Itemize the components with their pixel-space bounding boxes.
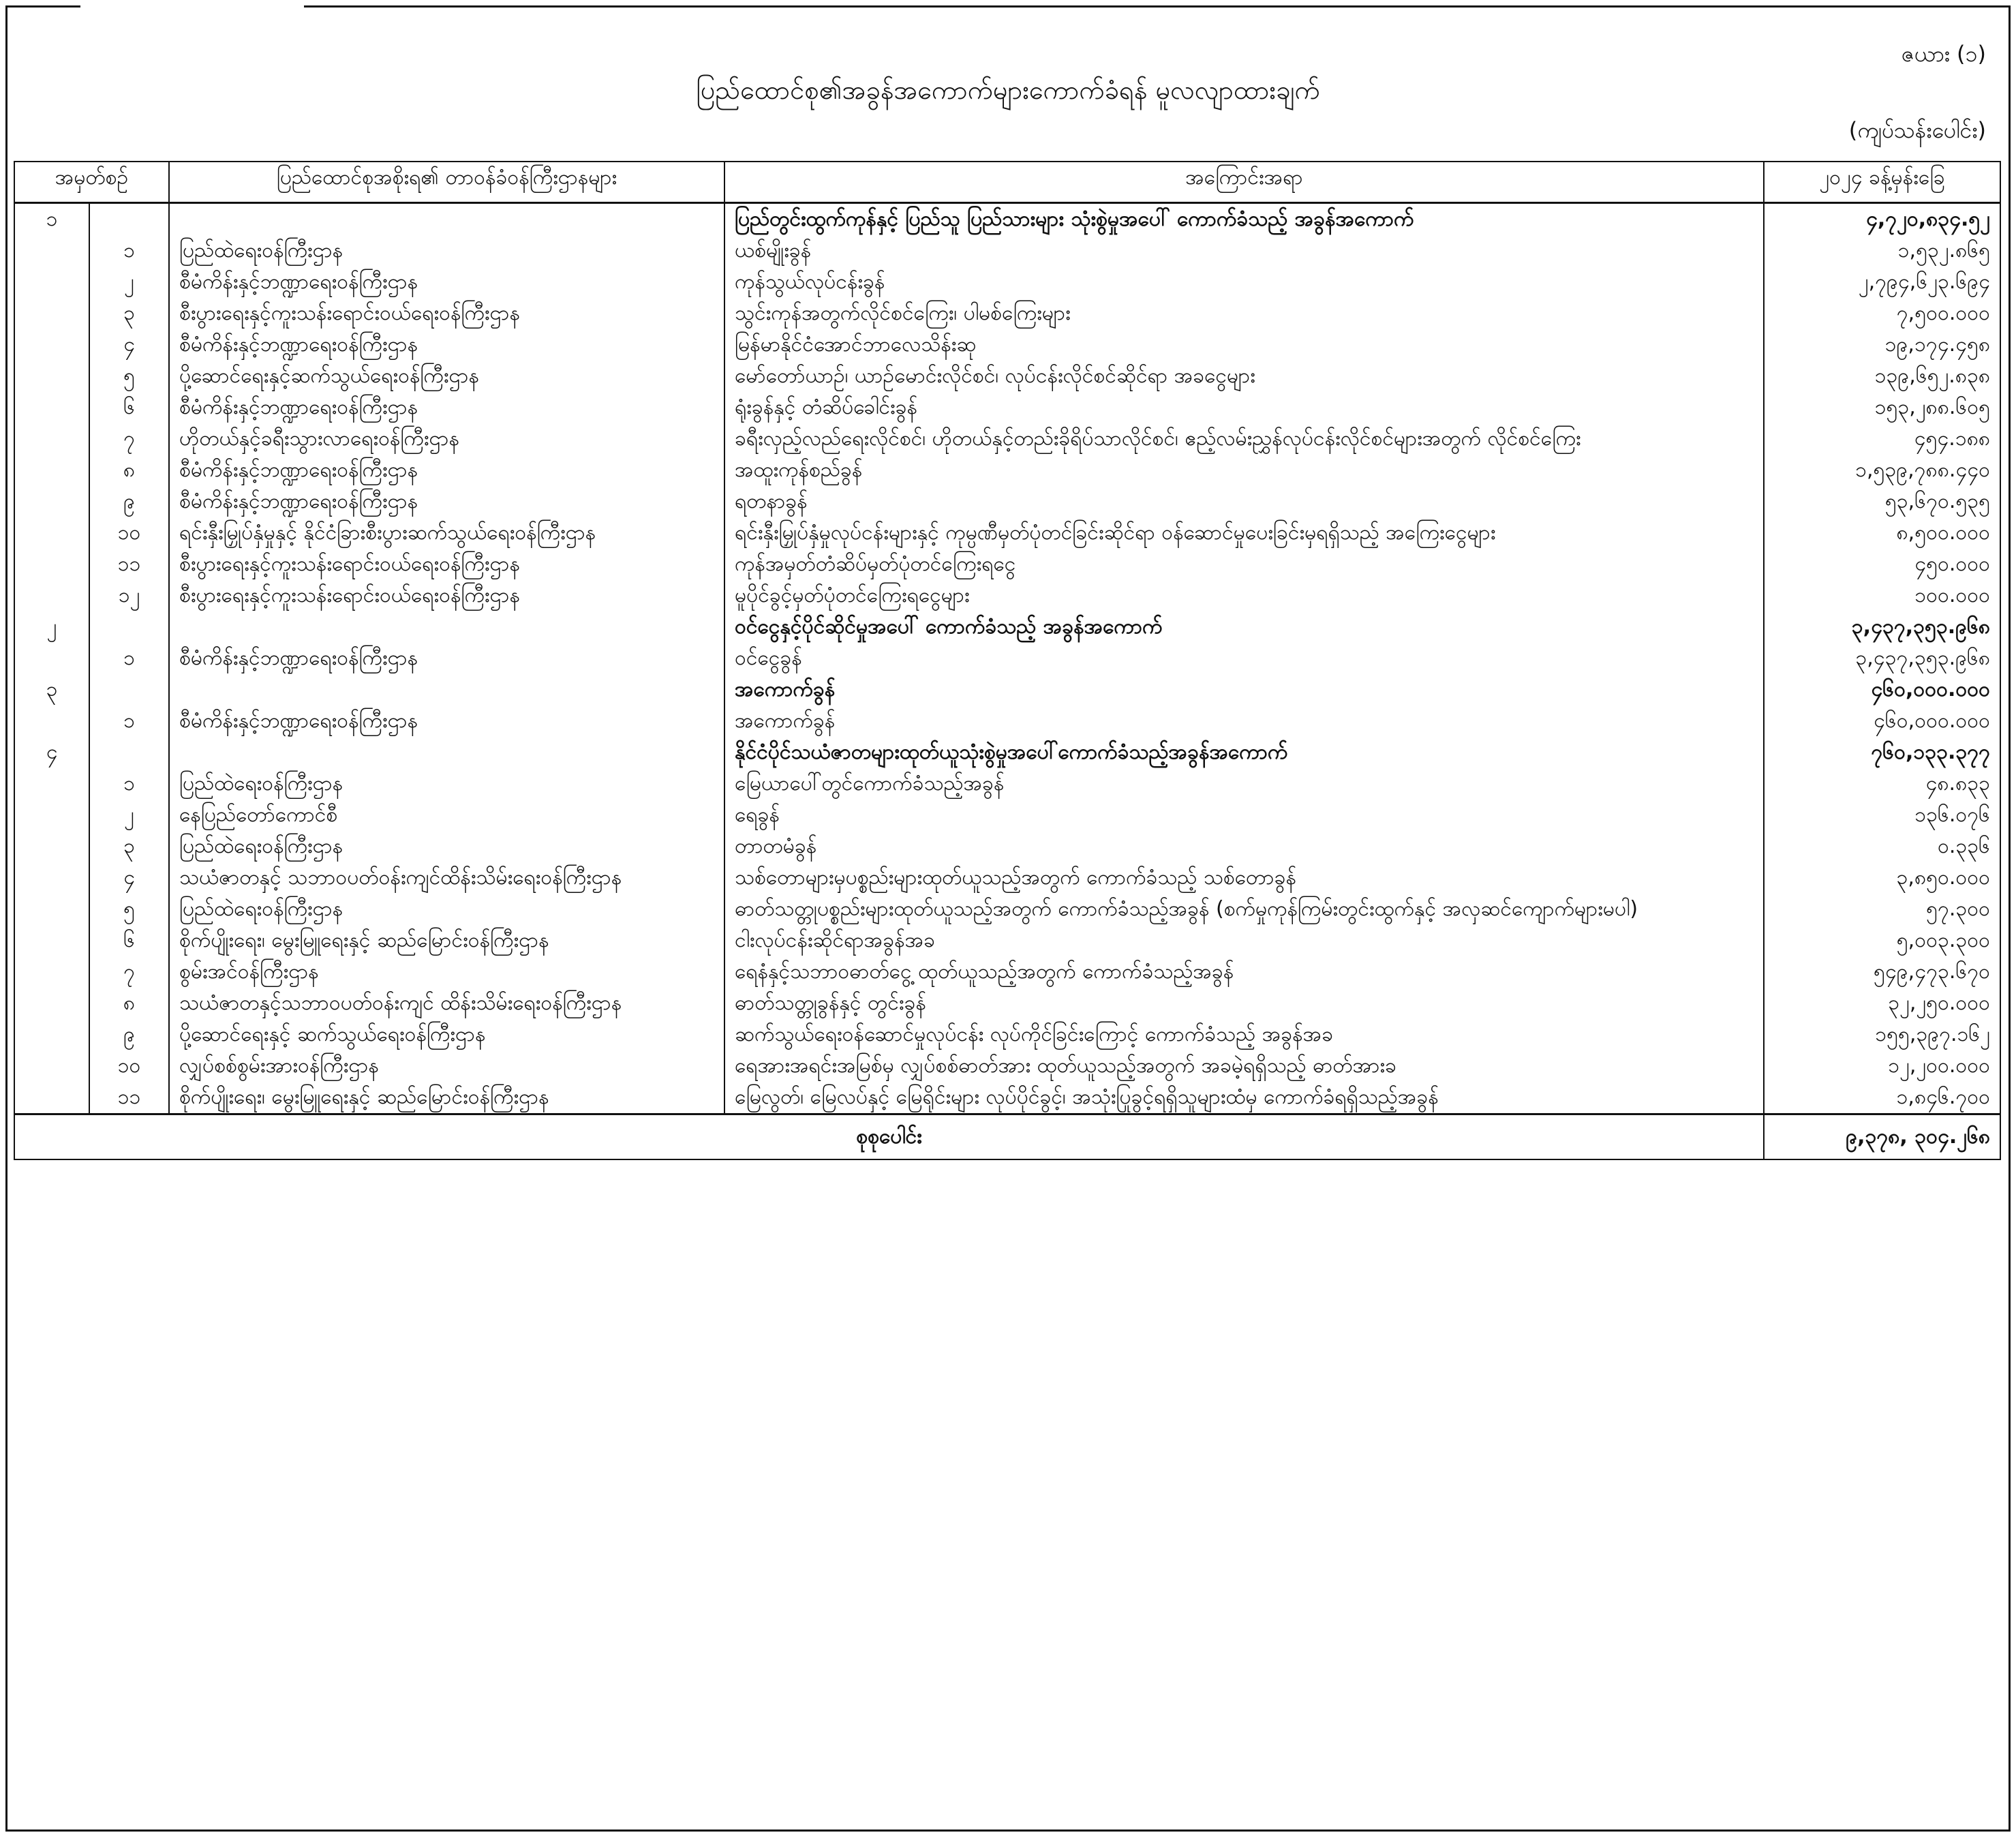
section-row: [14, 611, 2000, 643]
cell-description: ရင်းနှီးမြှုပ်နှံမှုလုပ်ငန်းများနှင့် ကုမ္ပဏီမှတ်ပုံတင်ခြင်းဆိုင်ရာ ဝန်ဆောင်မှုပေးခြင်းမှရရှိသည့် အကြေးငွေများ: [724, 517, 1764, 549]
cell-serial: [14, 800, 89, 831]
header-ministry: ပြည်ထောင်စုအစိုးရ၏ တာဝန်ခံဝန်ကြီးဌာနများ: [169, 162, 724, 203]
unit-note: (ကျပ်သန်းပေါင်း): [1848, 117, 1986, 143]
cell-amount: ၇,၅၀၀.၀၀၀: [1764, 298, 2000, 329]
cell-description: အထူးကုန်စည်ခွန်: [724, 455, 1764, 486]
cell-description: ခရီးလှည့်လည်ရေးလိုင်စင်၊ ဟိုတယ်နှင့်တည်းခိုရိပ်သာလိုင်စင်၊ ဧည့်လမ်းညွှန်လုပ်ငန်းလိုင်စင်များအတွက် လိုင်စင်ကြေး: [724, 423, 1764, 455]
cell-description: ဓာတ်သတ္တုခွန်နှင့် တွင်းခွန်: [724, 988, 1764, 1019]
cell-ministry: ပြည်ထဲရေးဝန်ကြီးဌာန: [169, 235, 724, 267]
cell-amount: ၁၀၀.၀၀၀: [1764, 580, 2000, 611]
total-amount: ၉,၃၇၈, ၃၀၄.၂၆၈: [1764, 1114, 2000, 1160]
cell-ministry: စီမံကိန်းနှင့်ဘဏ္ဍာရေးဝန်ကြီးဌာန: [169, 455, 724, 486]
table-row: [14, 862, 2000, 894]
cell-amount: ၃၂,၂၅၀.၀၀၀: [1764, 988, 2000, 1019]
cell-serial: [14, 705, 89, 737]
cell-sub-serial: ၇: [89, 956, 169, 988]
cell-description: ရေခွန်: [724, 800, 1764, 831]
cell-description: မူပိုင်ခွင့်မှတ်ပုံတင်ကြေးရငွေများ: [724, 580, 1764, 611]
cell-ministry: လျှပ်စစ်စွမ်းအားဝန်ကြီးဌာန: [169, 1050, 724, 1082]
cell-serial: [14, 925, 89, 956]
cell-ministry: ပြည်ထဲရေးဝန်ကြီးဌာန: [169, 894, 724, 925]
cell-description: ရေနံနှင့်သဘာဝဓာတ်ငွေ့ ထုတ်ယူသည့်အတွက် ကောက်ခံသည့်အခွန်: [724, 956, 1764, 988]
cell-description: ရတနာခွန်: [724, 486, 1764, 517]
table-row: [14, 235, 2000, 267]
cell-ministry: သယံဇာတနှင့်သဘာဝပတ်ဝန်းကျင် ထိန်းသိမ်းရေးဝန်ကြီးဌာန: [169, 988, 724, 1019]
cell-amount: ၁,၈၄၆.၇၀၀: [1764, 1082, 2000, 1114]
cell-amount: ၁၅၃,၂၈၈.၆၀၅: [1764, 392, 2000, 423]
cell-ministry: စီမံကိန်းနှင့်ဘဏ္ဍာရေးဝန်ကြီးဌာန: [169, 643, 724, 674]
cell-serial: ၁: [14, 203, 89, 236]
cell-serial: [14, 831, 89, 862]
cell-sub-serial: ၇: [89, 423, 169, 455]
header-amount: ၂၀၂၄ ခန့်မှန်းခြေ: [1764, 162, 2000, 203]
cell-amount: ၅၇.၃၀၀: [1764, 894, 2000, 925]
table-row: [14, 298, 2000, 329]
cell-sub-serial: ၄: [89, 329, 169, 361]
cell-ministry: သယံဇာတနှင့် သဘာဝပတ်ဝန်းကျင်ထိန်းသိမ်းရေးဝန်ကြီးဌာန: [169, 862, 724, 894]
cell-ministry: ပို့ဆောင်ရေးနှင့်ဆက်သွယ်ရေးဝန်ကြီးဌာန: [169, 361, 724, 392]
cell-ministry: ပို့ဆောင်ရေးနှင့် ဆက်သွယ်ရေးဝန်ကြီးဌာန: [169, 1019, 724, 1050]
header-description: အကြောင်းအရာ: [724, 162, 1764, 203]
table-row: [14, 956, 2000, 988]
cell-amount: ၃,၈၅၀.၀၀၀: [1764, 862, 2000, 894]
cell-sub-serial: ၁၁: [89, 1082, 169, 1114]
cell-amount: ၀.၃၃၆: [1764, 831, 2000, 862]
cell-description: ရေအားအရင်းအမြစ်မှ လျှပ်စစ်ဓာတ်အား ထုတ်ယူသည့်အတွက် အခမဲ့ရရှိသည့် ဓာတ်အားခ: [724, 1050, 1764, 1082]
cell-description: သစ်တောများမှပစ္စည်းများထုတ်ယူသည့်အတွက် ကောက်ခံသည့် သစ်တောခွန်: [724, 862, 1764, 894]
cell-serial: [14, 643, 89, 674]
cell-sub-serial: ၉: [89, 1019, 169, 1050]
cell-serial: [14, 423, 89, 455]
cell-serial: [14, 455, 89, 486]
cell-amount: ၁,၅၃၉,၇၈၈.၄၄၀: [1764, 455, 2000, 486]
cell-sub-serial: ၁: [89, 235, 169, 267]
cell-serial: [14, 768, 89, 800]
cell-serial: [14, 267, 89, 298]
total-label: စုစုပေါင်း: [14, 1114, 1764, 1160]
table-row: [14, 768, 2000, 800]
table-row: [14, 643, 2000, 674]
table-row: [14, 423, 2000, 455]
table-row: [14, 392, 2000, 423]
cell-amount: ၁၉,၁၇၄.၄၅၈: [1764, 329, 2000, 361]
cell-amount: ၄,၇၂၀,၈၃၄.၅၂: [1764, 203, 2000, 236]
cell-sub-serial: ၅: [89, 361, 169, 392]
cell-sub-serial: ၁: [89, 643, 169, 674]
table-row: [14, 1050, 2000, 1082]
cell-serial: [14, 1082, 89, 1114]
header-serial: အမှတ်စဉ်: [14, 162, 169, 203]
cell-description: မြန်မာနိုင်ငံအောင်ဘာလေသိန်းဆု: [724, 329, 1764, 361]
table-row: [14, 800, 2000, 831]
cell-description: မြေလွတ်၊ မြေလပ်နှင့် မြေရိုင်းများ လုပ်ပိုင်ခွင့်၊ အသုံးပြုခွင့်ရရှိသူများထံမှ ကောက်ခံရရှိသည့်အခွန်: [724, 1082, 1764, 1114]
table-row: [14, 1082, 2000, 1114]
cell-sub-serial: ၂: [89, 267, 169, 298]
table-row: [14, 988, 2000, 1019]
cell-sub-serial: ၂: [89, 800, 169, 831]
cell-sub-serial: [89, 203, 169, 236]
cell-serial: [14, 894, 89, 925]
cell-sub-serial: ၁၀: [89, 517, 169, 549]
cell-serial: [14, 580, 89, 611]
cell-ministry: စီမံကိန်းနှင့်ဘဏ္ဍာရေးဝန်ကြီးဌာန: [169, 392, 724, 423]
cell-description: ဆက်သွယ်ရေးဝန်ဆောင်မှုလုပ်ငန်း လုပ်ကိုင်ခြင်းကြောင့် ကောက်ခံသည့် အခွန်အခ: [724, 1019, 1764, 1050]
cell-amount: ၄၈.၈၃၃: [1764, 768, 2000, 800]
cell-ministry: စီမံကိန်းနှင့်ဘဏ္ဍာရေးဝန်ကြီးဌာန: [169, 705, 724, 737]
section-row: [14, 737, 2000, 768]
table-row: [14, 894, 2000, 925]
table-row: [14, 705, 2000, 737]
cell-description: ရုံးခွန်နှင့် တံဆိပ်ခေါင်းခွန်: [724, 392, 1764, 423]
cell-sub-serial: ၁၂: [89, 580, 169, 611]
cell-amount: ၄၅၀.၀၀၀: [1764, 549, 2000, 580]
cell-ministry: [169, 611, 724, 643]
cell-ministry: ပြည်ထဲရေးဝန်ကြီးဌာန: [169, 768, 724, 800]
cell-amount: ၄၆၀,၀၀၀.၀၀၀: [1764, 705, 2000, 737]
cell-ministry: ပြည်ထဲရေးဝန်ကြီးဌာန: [169, 831, 724, 862]
cell-amount: ၁၃၆.၀၇၆: [1764, 800, 2000, 831]
page-title: ပြည်ထောင်စု၏အခွန်အကောက်များကောက်ခံရန် မူလလျာထားချက်: [696, 75, 1320, 105]
total-row: [14, 1114, 2000, 1160]
cell-amount: ၃,၄၃၇,၃၅၃.၉၆၈: [1764, 643, 2000, 674]
cell-description: ဓာတ်သတ္တုပစ္စည်းများထုတ်ယူသည့်အတွက် ကောက်ခံသည့်အခွန် (စက်မှုကုန်ကြမ်းတွင်းထွက်နှင့် အလှဆင်ကျောက်များမပါ): [724, 894, 1764, 925]
annex-label: ဇယား (၁): [1901, 41, 1986, 67]
table-row: [14, 329, 2000, 361]
cell-amount: ၃,၄၃၇,၃၅၃.၉၆၈: [1764, 611, 2000, 643]
cell-ministry: စီးပွားရေးနှင့်ကူးသန်းရောင်းဝယ်ရေးဝန်ကြီးဌာန: [169, 580, 724, 611]
table-row: [14, 549, 2000, 580]
cell-description: သွင်းကုန်အတွက်လိုင်စင်ကြေး၊ ပါမစ်ကြေးများ: [724, 298, 1764, 329]
cell-ministry: စိုက်ပျိုးရေး၊ မွေးမြူရေးနှင့် ဆည်မြောင်းဝန်ကြီးဌာန: [169, 1082, 724, 1114]
cell-amount: ၄၅၄.၁၈၈: [1764, 423, 2000, 455]
table-header-row: [14, 162, 2000, 203]
cell-ministry: ရင်းနှီးမြှုပ်နှံမှုနှင့် နိုင်ငံခြားစီးပွားဆက်သွယ်ရေးဝန်ကြီးဌာန: [169, 517, 724, 549]
cell-amount: ၇၆၀,၁၃၃.၃၇၇: [1764, 737, 2000, 768]
cell-ministry: စီမံကိန်းနှင့်ဘဏ္ဍာရေးဝန်ကြီးဌာန: [169, 267, 724, 298]
cell-serial: [14, 988, 89, 1019]
cell-serial: [14, 361, 89, 392]
cell-amount: ၅၄၉,၄၇၃.၆၇၀: [1764, 956, 2000, 988]
cell-description: အကောက်ခွန်: [724, 674, 1764, 705]
cell-serial: [14, 486, 89, 517]
section-row: [14, 674, 2000, 705]
cell-sub-serial: ၁၀: [89, 1050, 169, 1082]
cell-serial: ၃: [14, 674, 89, 705]
cell-ministry: စီးပွားရေးနှင့်ကူးသန်းရောင်းဝယ်ရေးဝန်ကြီးဌာန: [169, 298, 724, 329]
table-row: [14, 1019, 2000, 1050]
cell-description: ဝင်ငွေနှင့်ပိုင်ဆိုင်မှုအပေါ် ကောက်ခံသည့် အခွန်အကောက်: [724, 611, 1764, 643]
cell-serial: [14, 392, 89, 423]
cell-sub-serial: [89, 611, 169, 643]
cell-amount: ၈,၅၀၀.၀၀၀: [1764, 517, 2000, 549]
cell-ministry: စီမံကိန်းနှင့်ဘဏ္ဍာရေးဝန်ကြီးဌာန: [169, 329, 724, 361]
table-row: [14, 361, 2000, 392]
cell-amount: ၂,၇၉၄,၆၂၃.၆၉၄: [1764, 267, 2000, 298]
table-row: [14, 486, 2000, 517]
cell-ministry: စွမ်းအင်ဝန်ကြီးဌာန: [169, 956, 724, 988]
cell-ministry: [169, 674, 724, 705]
cell-sub-serial: ၁၁: [89, 549, 169, 580]
cell-amount: ၁,၅၃၂.၈၆၅: [1764, 235, 2000, 267]
cell-ministry: စီမံကိန်းနှင့်ဘဏ္ဍာရေးဝန်ကြီးဌာန: [169, 486, 724, 517]
cell-serial: [14, 549, 89, 580]
table-row: [14, 925, 2000, 956]
cell-ministry: ဟိုတယ်နှင့်ခရီးသွားလာရေးဝန်ကြီးဌာန: [169, 423, 724, 455]
cell-description: နိုင်ငံပိုင်သယံဇာတများထုတ်ယူသုံးစွဲမှုအပေါ်ကောက်ခံသည့်အခွန်အကောက်: [724, 737, 1764, 768]
cell-ministry: စီးပွားရေးနှင့်ကူးသန်းရောင်းဝယ်ရေးဝန်ကြီးဌာန: [169, 549, 724, 580]
cell-sub-serial: ၉: [89, 486, 169, 517]
cell-sub-serial: ၆: [89, 925, 169, 956]
cell-sub-serial: ၁: [89, 705, 169, 737]
cell-description: မော်တော်ယာဉ်၊ ယာဉ်မောင်းလိုင်စင်၊ လုပ်ငန်းလိုင်စင်ဆိုင်ရာ အခငွေများ: [724, 361, 1764, 392]
cell-serial: [14, 1019, 89, 1050]
frame-gap: [80, 4, 304, 10]
cell-serial: [14, 1050, 89, 1082]
cell-ministry: စိုက်ပျိုးရေး၊ မွေးမြူရေးနှင့် ဆည်မြောင်းဝန်ကြီးဌာန: [169, 925, 724, 956]
cell-sub-serial: ၅: [89, 894, 169, 925]
cell-sub-serial: [89, 674, 169, 705]
cell-ministry: [169, 203, 724, 236]
cell-sub-serial: ၈: [89, 455, 169, 486]
cell-description: ကုန်သွယ်လုပ်ငန်းခွန်: [724, 267, 1764, 298]
table-row: [14, 267, 2000, 298]
table-row: [14, 455, 2000, 486]
cell-amount: ၅၃,၆၇၀.၅၃၅: [1764, 486, 2000, 517]
cell-serial: [14, 298, 89, 329]
cell-ministry: [169, 737, 724, 768]
cell-amount: ၁၅၅,၃၉၇.၁၆၂: [1764, 1019, 2000, 1050]
revenue-table: [14, 161, 2001, 1160]
cell-description: တာတမံခွန်: [724, 831, 1764, 862]
cell-sub-serial: ၄: [89, 862, 169, 894]
cell-serial: ၄: [14, 737, 89, 768]
table-body: [14, 203, 2000, 1114]
cell-amount: ၁၂,၂၀၀.၀၀၀: [1764, 1050, 2000, 1082]
cell-serial: [14, 329, 89, 361]
cell-serial: [14, 862, 89, 894]
cell-description: အကောက်ခွန်: [724, 705, 1764, 737]
cell-description: မြေယာပေါ်တွင်ကောက်ခံသည့်အခွန်: [724, 768, 1764, 800]
cell-amount: ၁၃၉,၆၅၂.၈၃၈: [1764, 361, 2000, 392]
section-row: [14, 203, 2000, 236]
cell-sub-serial: ၃: [89, 298, 169, 329]
cell-sub-serial: ၈: [89, 988, 169, 1019]
cell-description: ပြည်တွင်းထွက်ကုန်နှင့် ပြည်သူ ပြည်သားများ သုံးစွဲမှုအပေါ် ကောက်ခံသည့် အခွန်အကောက်: [724, 203, 1764, 236]
cell-description: ယစ်မျိုးခွန်: [724, 235, 1764, 267]
cell-amount: ၄၆၀,၀၀၀.၀၀၀: [1764, 674, 2000, 705]
cell-sub-serial: [89, 737, 169, 768]
table-row: [14, 831, 2000, 862]
cell-serial: [14, 235, 89, 267]
cell-serial: ၂: [14, 611, 89, 643]
cell-description: ငါးလုပ်ငန်းဆိုင်ရာအခွန်အခ: [724, 925, 1764, 956]
cell-amount: ၅,၀၀၃.၃၀၀: [1764, 925, 2000, 956]
table-row: [14, 517, 2000, 549]
cell-sub-serial: ၃: [89, 831, 169, 862]
cell-sub-serial: ၆: [89, 392, 169, 423]
cell-description: ကုန်အမှတ်တံဆိပ်မှတ်ပုံတင်ကြေးရငွေ: [724, 549, 1764, 580]
cell-sub-serial: ၁: [89, 768, 169, 800]
cell-description: ဝင်ငွေခွန်: [724, 643, 1764, 674]
table-row: [14, 580, 2000, 611]
cell-serial: [14, 517, 89, 549]
cell-serial: [14, 956, 89, 988]
cell-ministry: နေပြည်တော်ကောင်စီ: [169, 800, 724, 831]
